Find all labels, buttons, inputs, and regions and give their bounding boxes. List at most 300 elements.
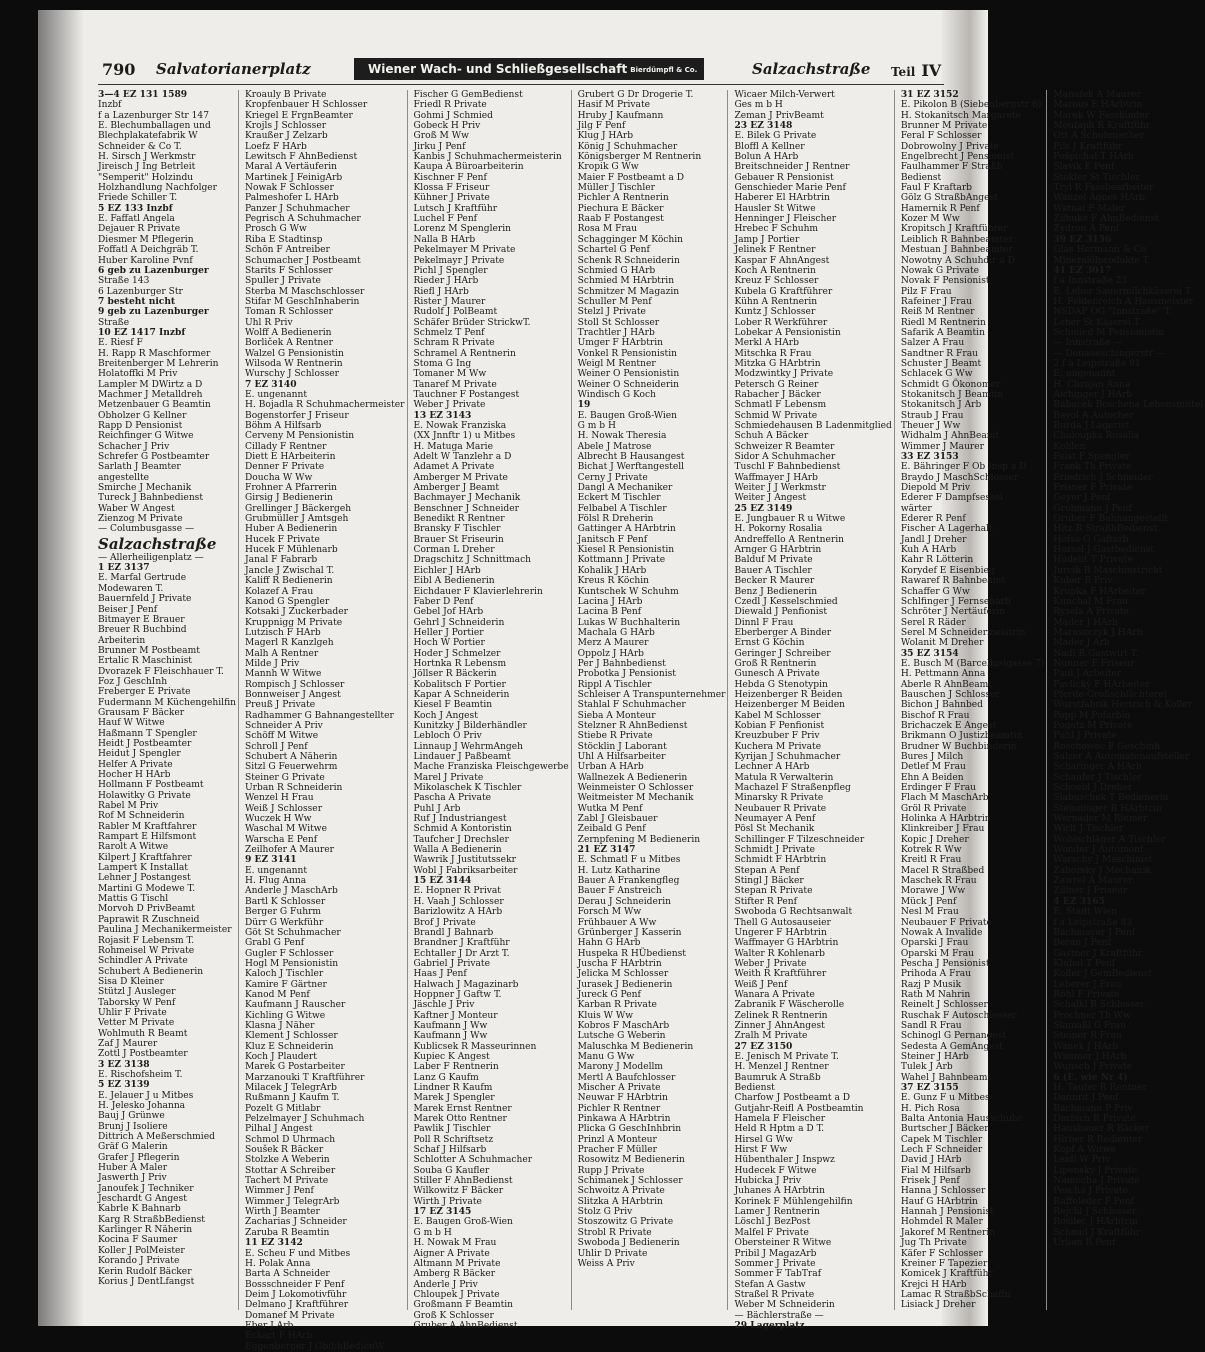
directory-entry: Eckart F HArb <box>245 1331 313 1342</box>
directory-entry: Jireisch J Ing Betrleit <box>98 162 196 173</box>
directory-entry: Jug Th Private <box>900 1238 967 1249</box>
directory-entry: Borliček A Rentner <box>245 338 333 349</box>
directory-entry: Bachmayer J Mechanik <box>413 493 521 504</box>
directory-entry: Wurschy J Schlosser <box>245 369 340 380</box>
directory-entry: Hanna J Schlosser <box>900 1186 986 1197</box>
directory-entry: Tuschl F Bahnbedienst <box>734 462 841 473</box>
directory-entry: f a Lazenburger Str 147 <box>98 110 210 121</box>
directory-entry: Eibl A Bedienerin <box>413 576 495 587</box>
directory-entry: Weiner O Schneiderin <box>577 379 679 390</box>
directory-entry: Schmid A Kontoristin <box>413 824 512 835</box>
directory-entry: Kozer M Ww <box>900 214 960 225</box>
directory-entry: Hübenthaler J Inspwz <box>734 1155 835 1166</box>
directory-entry: Pescha J Pensionist <box>900 958 990 969</box>
directory-entry: Gobeck H Priv <box>413 121 481 132</box>
directory-entry: Löschl J BezPost <box>734 1217 811 1228</box>
directory-entry: Lobekar A Pensionistin <box>734 327 841 338</box>
directory-entry: Groß M Ww <box>413 131 469 142</box>
directory-entry: Mader J Arb <box>1053 638 1110 649</box>
directory-entry: Smirche J Mechanik <box>98 483 192 494</box>
directory-entry: Modewaren T. <box>98 583 164 594</box>
directory-entry: Grabl G Penf <box>245 938 305 949</box>
directory-entry: Salzer A Automatenaufsteller <box>1053 752 1190 762</box>
directory-entry: Spuller J Private <box>245 276 321 287</box>
directory-entry: G m b H <box>577 421 616 431</box>
directory-entry: Wutka M Penf <box>577 803 643 814</box>
directory-entry: E. Jenisch M Private T. <box>734 1051 839 1062</box>
directory-entry: E. Gunz F u Mitbes <box>900 1093 990 1104</box>
directory-entry: H. Nowak Theresia <box>577 431 667 442</box>
directory-entry: Echtaller J Dr Arzt T. <box>413 948 510 959</box>
directory-entry: Bauschen J Schlosser <box>900 689 1000 700</box>
directory-entry: Korydef E Eisenbieg <box>900 565 995 576</box>
directory-entry: Waffmayer G HArbtrin <box>734 938 839 949</box>
directory-entry: Dvorazek F Fleischhauer T. <box>98 666 224 677</box>
directory-entry: Warscha E Penf <box>245 834 318 845</box>
directory-entry: Weiter J J Werkmstr <box>734 483 826 494</box>
directory-entry: Neubauer R Private <box>734 803 827 814</box>
directory-entry: Kühner J Private <box>413 193 490 204</box>
directory-entry: Walter R Kohlenarb <box>734 948 825 959</box>
directory-entry: Bischof R Frau <box>900 710 970 721</box>
directory-entry: Diewald J Penfionist <box>734 607 828 618</box>
directory-entry: Burtscher J Bäcker <box>900 1124 989 1135</box>
directory-entry: Lebloch O Priv <box>413 731 482 742</box>
directory-entry: Heidut J Spengler <box>98 749 181 760</box>
directory-entry: Nalla B HArb <box>413 234 476 245</box>
directory-entry: E. Jelauer J u Mitbes <box>98 1090 194 1101</box>
directory-entry: Stefan A Gastw <box>734 1279 806 1290</box>
directory-entry: Corman L Dreher <box>413 545 495 556</box>
directory-entry: Huber A Bedienerin <box>245 524 338 535</box>
directory-entry: Brikmann O Justizbeamtin <box>900 731 1023 742</box>
directory-entry: Walzel G Pensionistin <box>245 348 344 359</box>
directory-entry: Starits F Schlosser <box>245 265 333 276</box>
directory-entry: Koller J PolMeister <box>98 1245 185 1256</box>
directory-entry: Bartl K Schlosser <box>245 896 326 907</box>
directory-entry: Morvoh D PrivBeamt <box>98 904 195 915</box>
directory-entry: Weiß J Schlosser <box>245 803 323 814</box>
directory-entry: Nadl R Gastwirt T. <box>1053 648 1139 659</box>
directory-entry: Capek M Tischler <box>900 1134 983 1145</box>
directory-entry: Rawaref R Bahnbeamt <box>900 576 1005 587</box>
directory-entry: Schmied M HArbtrin <box>577 276 675 287</box>
directory-entry: Riba E Stadtinsp <box>245 234 323 245</box>
part-label: Teil <box>891 65 916 79</box>
directory-entry: Kublicsek R Masseurinnen <box>413 1041 537 1052</box>
directory-entry: Rabel M Priv <box>98 801 159 812</box>
directory-entry: Schmidt J Private <box>734 845 816 856</box>
directory-entry: Denner F Private <box>245 462 325 473</box>
directory-entry: Heizenberger R Beiden <box>734 689 843 700</box>
directory-entry: E. ungenannt <box>245 865 307 876</box>
directory-entry: "Semperit" Holzindu <box>98 172 194 183</box>
directory-entry: Schleiser A Transpunternehmer <box>577 689 726 700</box>
directory-entry: Rampart E Hilfsmont <box>98 832 197 843</box>
directory-entry: 39 EZ 3156 <box>1053 233 1112 245</box>
directory-entry: Magerl R Kanzlgeh <box>245 638 334 649</box>
directory-entry: Weinmeister O Schlosser <box>577 783 694 794</box>
directory-entry: Nowak A Invalide <box>900 927 983 938</box>
directory-entry: Kreitl R Frau <box>900 855 962 866</box>
directory-entry: H. Menzel J Rentner <box>734 1062 829 1073</box>
directory-entry: Stolz G Priv <box>577 1207 633 1218</box>
directory-entry: Kohlen <box>1053 441 1086 452</box>
directory-entry: H. Rapp R Maschformer <box>98 348 211 359</box>
right-running-title: Salzachstraße <box>752 60 871 78</box>
directory-entry: Thell G Autosauseier <box>734 917 831 928</box>
directory-entry: Martini G Modewe T. <box>98 883 196 894</box>
directory-entry: Holzhandlung Nachfolger <box>98 183 218 194</box>
directory-entry: Rath M Nahrin <box>900 989 971 1000</box>
directory-entry: Breitschneider J Rentner <box>734 162 850 173</box>
directory-entry: Loefz F HArb <box>245 141 307 152</box>
directory-entry: Swoboda J Bedienerin <box>577 1238 680 1249</box>
directory-entry: Rußmann J Kaufm T. <box>245 1093 340 1104</box>
directory-entry: Karban R Private <box>577 1000 657 1011</box>
directory-entry: Kaufmann J Ww <box>413 1031 488 1042</box>
directory-entry: Jöllser R Bäckerin <box>413 669 497 680</box>
directory-entry: Frisner F Private <box>1053 483 1133 494</box>
directory-entry: Serel M Schneidermeistrin <box>900 627 1026 638</box>
directory-entry: Becker R Maurer <box>734 576 815 587</box>
directory-entry: Kuchera M Private <box>734 741 822 752</box>
directory-entry: Tomaner M Ww <box>413 369 487 380</box>
directory-entry: Eggenberger J GbibhBedienW <box>245 1341 385 1352</box>
directory-entry: Amberger M Private <box>413 472 508 483</box>
directory-entry: Wohlschläger A Tischler <box>1053 834 1166 845</box>
directory-entry: Vonkel R Pensionistin <box>577 348 677 359</box>
directory-entry: Obersteiner R Witwe <box>734 1238 832 1249</box>
directory-entry: Zawrel A Maurer <box>1053 876 1133 887</box>
directory-entry: Braydo J MaschSchlosser <box>900 472 1019 483</box>
directory-entry: Krupka F HArbeiter <box>1053 586 1146 597</box>
directory-entry: Zottl J Postbeamter <box>98 1049 188 1060</box>
directory-entry: Wawrik J Justitutssekr <box>413 855 516 866</box>
directory-entry: Balta Antonia Hausschuhe <box>900 1114 1024 1125</box>
directory-entry: Watnai F Maler <box>1053 203 1125 214</box>
directory-entry: Hucek F Mühlenarb <box>245 545 338 556</box>
directory-entry: Kichling G Witwe <box>245 1010 326 1021</box>
directory-entry: Kahr R Lötterin <box>900 555 974 566</box>
directory-entry: Geyer J Penf <box>1053 493 1111 504</box>
directory-entry: Derbich R Private <box>1053 1114 1136 1125</box>
directory-entry: Koch J Angest <box>413 710 478 721</box>
directory-entry: Lacina B Penf <box>577 607 642 618</box>
directory-entry: Klement J Schlosser <box>245 1031 338 1042</box>
directory-entry: Oppolz J HArb <box>577 648 644 659</box>
directory-entry: Leidl W Priv <box>1053 1155 1111 1166</box>
directory-entry: Stoll St Schlosser <box>577 317 660 328</box>
directory-entry: Reichfinger G Witwe <box>98 431 194 442</box>
directory-entry: Schoebl J Dreher <box>1053 783 1133 794</box>
directory-entry: Weber J Private <box>734 958 807 969</box>
directory-entry: Mitzka G HArbtrin <box>734 358 821 369</box>
directory-entry: Raffeleder F Penf <box>1053 1196 1134 1207</box>
directory-entry: Weiner O Pensionistin <box>577 369 680 380</box>
directory-entry: f a Innstraße 23 <box>1053 276 1128 287</box>
banner-subtext: Bierdümpfl & Co. <box>630 65 698 74</box>
directory-entry: Lisiack J Dreher <box>900 1300 976 1311</box>
directory-entry: Schmid W Private <box>734 410 818 421</box>
directory-entry: Jurasek J Bedienerin <box>577 979 673 990</box>
directory-entry: Bransky F Tischler <box>413 524 501 535</box>
directory-entry: Rosa M Frau <box>577 224 638 235</box>
directory-entry: Schramel A Rentnerin <box>413 348 516 359</box>
directory-entry: Pelzelmayer J Schuhmach <box>245 1114 365 1125</box>
directory-entry: Wanzel Agnes HArb <box>1053 193 1146 204</box>
directory-entry: 6 Lazenburger Str <box>98 286 183 297</box>
column-2 <box>245 90 407 1352</box>
directory-entry: Schmied G HArb <box>577 265 656 276</box>
directory-entry: Zabl J Gleisbauer <box>577 814 658 825</box>
directory-entry: Popp M Pofarbin <box>1053 710 1131 721</box>
directory-entry: Rabacher J Bäcker <box>734 389 821 400</box>
directory-entry: Kabrle K Bahnarb <box>98 1204 181 1215</box>
directory-entry: Hoppner J Gaftw T. <box>413 989 502 1000</box>
directory-entry: Schillinger F Tilzeschneider <box>734 834 865 845</box>
column-1 <box>98 90 239 1310</box>
directory-entry: Wallnezek A Bedienerin <box>577 772 688 783</box>
directory-entry: E. Blechumballagen und <box>98 121 211 132</box>
directory-entry: Kottmann J Private <box>577 555 666 566</box>
directory-entry: Wirth J Private <box>413 1196 482 1207</box>
directory-entry: Riefl J HArb <box>413 286 469 297</box>
directory-entry: Hausler St Witwe <box>734 203 816 214</box>
directory-entry: Marek Ernst Rentner <box>413 1103 512 1114</box>
directory-entry: Stelzner R AhnBedienst <box>577 720 688 731</box>
directory-entry: Schubert A Näherin <box>245 752 338 762</box>
directory-entry: Gebauer R Pensionist <box>734 172 834 183</box>
directory-entry: Kreuz F Schlosser <box>734 276 819 287</box>
directory-entry: Merz A Maurer <box>577 638 649 649</box>
directory-entry: Uhl A Hilfsarbeiter <box>577 752 666 762</box>
directory-entry: Lutsch J Kraftführ <box>413 203 498 214</box>
directory-entry: Gutjahr-Reifl A Postbeamtin <box>734 1103 864 1114</box>
directory-entry: Holinka A HArbtrin <box>900 814 991 825</box>
directory-entry: Zienzog M Private <box>98 514 183 525</box>
directory-entry: Wilkowitz F Bäcker <box>413 1186 504 1197</box>
directory-entry: Marzanouki T Kraftführer <box>245 1072 365 1083</box>
directory-entry: Dejauer R Private <box>98 224 181 235</box>
directory-entry: Schöff M Witwe <box>245 731 319 742</box>
directory-entry: Palmeshofer L HArb <box>245 193 339 204</box>
directory-entry: Urban R Schneiderin <box>245 783 343 794</box>
directory-entry: Laber F Rentnerin <box>413 1062 499 1073</box>
directory-entry: H. Pich Rosa <box>900 1103 960 1114</box>
directory-entry: Oparski M Frau <box>900 948 975 959</box>
directory-entry: 9 geb zu Lazenburger <box>98 306 209 318</box>
directory-entry: Gebel Jof HArb <box>413 607 484 618</box>
directory-entry: Hubicka J Priv <box>734 1176 801 1187</box>
directory-entry: H. Bojadla R Schuhmachermeister <box>245 400 405 411</box>
column-3 <box>413 90 572 1331</box>
directory-entry: Engelbrecht J Pensionist <box>900 152 1015 163</box>
directory-entry: Malfel F Private <box>734 1227 809 1238</box>
column-7 <box>1053 90 1205 1310</box>
directory-entry: Wanara A Private <box>734 989 815 1000</box>
directory-entry: H. Flug Anna <box>245 876 307 887</box>
directory-entry: Klinkreiber J Frau <box>900 824 985 835</box>
directory-entry: Hucek F Private <box>245 534 320 545</box>
directory-entry: Slamaßl G Frau <box>1053 1020 1126 1031</box>
directory-entry: Schaufer J Tischler <box>1053 772 1142 783</box>
directory-entry: Wolff A Bedienerin <box>245 327 332 338</box>
directory-entry: Wolanit M Dreher <box>900 638 984 649</box>
directory-entry: Holatoffki M Priv <box>98 369 178 380</box>
directory-entry: H. Lutz Katharine <box>577 865 661 876</box>
directory-entry: Strobl R Private <box>577 1227 652 1238</box>
directory-entry: Leher St Käserei T. <box>1053 317 1142 328</box>
directory-entry: Pilz F Frau <box>900 286 952 297</box>
directory-entry: Kerin Rudolf Bäcker <box>98 1266 192 1277</box>
directory-entry: Cerveny M Pensionistin <box>245 431 355 442</box>
directory-entry: Huber Karoline Pvnf <box>98 255 193 266</box>
directory-entry: Prihoda A Frau <box>900 969 972 980</box>
directory-entry: Karlinger R Näherin <box>98 1225 193 1236</box>
directory-entry: Puhl J Private <box>1053 731 1117 742</box>
directory-entry: Haberer El HArbtrin <box>734 193 830 204</box>
directory-entry: Kluis W Ww <box>577 1010 634 1021</box>
directory-entry: Stahlal F Schuhmacher <box>577 700 686 711</box>
directory-entry: Kobros F MaschArb <box>577 1020 670 1031</box>
directory-entry: Scharinger A HArb <box>1053 762 1142 773</box>
directory-entry: Kohalik J HArb <box>577 565 647 576</box>
directory-entry: Weiter J Angest <box>734 493 807 504</box>
directory-entry: Ehn A Beiden <box>900 772 964 783</box>
directory-entry: Schimanek J Schlosser <box>577 1176 683 1187</box>
directory-entry: Kaliff R Bedienerin <box>245 576 333 587</box>
directory-entry: Swoboda G Rechtsanwalt <box>734 907 853 918</box>
directory-entry: Kropfenbauer H Schlosser <box>245 100 368 111</box>
directory-entry: Faul F Kraftarb <box>900 183 972 194</box>
directory-entry: Manu G Ww <box>577 1051 635 1062</box>
directory-entry: Schlacek G Ww <box>900 369 973 380</box>
directory-entry: 41 EZ 3017 <box>1053 264 1112 276</box>
directory-entry: Bures J Milch <box>900 752 964 762</box>
directory-entry: Brichaczek E Angest <box>900 720 997 731</box>
directory-entry: Machala G HArb <box>577 627 655 638</box>
directory-entry: Kaspar F AhnAngest <box>734 255 830 266</box>
directory-entry: Schmidt G Ökonomer <box>900 379 1001 390</box>
directory-entry: Breitenberger M Lehrerin <box>98 358 219 369</box>
directory-entry: Lorenz M Spenglerin <box>413 224 511 235</box>
directory-entry: Rieder J HArb <box>413 276 479 287</box>
directory-entry: Derau J Schneiderin <box>577 896 671 907</box>
directory-entry: Weiß J Penf <box>734 979 788 990</box>
directory-entry: Weith R Kraftführer <box>734 969 827 980</box>
directory-entry: 2 f a Leipstraße 81 <box>1053 358 1141 369</box>
directory-entry: Fölsl R Dreherin <box>577 514 654 525</box>
directory-entry: Juhanes A HArbtrin <box>734 1186 825 1197</box>
directory-entry: Andreffello A Rentnerin <box>734 534 845 545</box>
directory-entry: Merkl A HArb <box>734 338 799 349</box>
directory-entry: Deim J Lokomotivführ <box>245 1289 347 1300</box>
directory-entry: Sitzl G Feuerwehrm <box>245 762 338 773</box>
directory-entry: Hortnka R Lebensm <box>413 658 507 669</box>
directory-entry: Zydron A Penf <box>1053 224 1120 235</box>
directory-entry: Straße <box>98 317 130 328</box>
directory-entry: Kamire F Gärtner <box>245 979 327 990</box>
directory-entry: Bauj J Grünwe <box>98 1111 165 1122</box>
directory-entry: Haas J Penf <box>413 969 467 980</box>
directory-entry: 11 EZ 3142 <box>245 1237 303 1249</box>
directory-entry: Nunner F Friseur <box>1053 658 1135 669</box>
directory-entry: Gröl R Private <box>900 803 967 814</box>
directory-entry: Brauer St Friseurin <box>413 534 504 545</box>
directory-entry: E. Rischofsheim T. <box>98 1069 183 1080</box>
directory-entry: Pavlický F HArbeiter <box>1053 679 1150 690</box>
directory-entry: Pascha A Private <box>413 793 491 804</box>
directory-entry: Schuster J Beamt <box>900 358 982 369</box>
directory-entry: Zralh M Private <box>734 1031 808 1042</box>
directory-entry: Stöcklin J Laborant <box>577 741 667 752</box>
directory-entry: Stokanitsch J Arb <box>900 400 982 411</box>
directory-entry: Groß R Rentnerin <box>734 658 817 669</box>
directory-entry: Grubert G Dr Drogerie T. <box>577 90 694 100</box>
directory-entry: Salzachstraße <box>98 534 217 553</box>
directory-entry: Serel R Räder <box>900 617 966 628</box>
directory-entry: Kraußer J Zelzarb <box>245 131 328 142</box>
directory-entry: Kopf A Witwe <box>1053 1145 1116 1156</box>
directory-entry: Panzer J Schuhmacher <box>245 203 350 214</box>
directory-entry: Schuller M Penf <box>577 296 652 307</box>
directory-entry: Krejci H HArb <box>900 1279 967 1290</box>
directory-entry: E. Baugen Groß-Wien <box>413 1217 513 1228</box>
directory-entry: Hofsa G Gaftarb <box>1053 534 1129 545</box>
directory-entry: Bedienst <box>900 172 942 183</box>
directory-entry: — Bächlerstraße — <box>734 1310 824 1321</box>
directory-entry: Wenzel H Frau <box>245 793 314 804</box>
directory-entry: Urban R Penf <box>1053 1238 1116 1249</box>
directory-entry: Reiß M Rentner <box>900 307 975 318</box>
directory-entry: Minarsky R Private <box>734 793 824 804</box>
directory-entry: Bossschneider F Penf <box>245 1279 345 1290</box>
directory-entry: 27 EZ 3150 <box>734 1040 793 1052</box>
directory-entry: Schneider A Priv <box>245 720 323 731</box>
directory-entry: Malh A Rentner <box>245 648 319 659</box>
directory-entry: Charfow J Postbeamt a D <box>734 1093 851 1104</box>
directory-entry: Böhm A Hilfsarb <box>245 421 322 431</box>
directory-entry: E. Busch M (Barcelluslgasse 7) <box>900 658 1045 669</box>
directory-entry: Brandl J Bahnarb <box>413 927 494 938</box>
directory-entry: Jeschardt G Angest <box>98 1194 187 1205</box>
directory-entry: Anderle J Priv <box>413 1279 478 1290</box>
directory-entry: Bolun A HArb <box>734 152 799 163</box>
directory-entry: Schneider & Co T. <box>98 141 182 152</box>
directory-entry: Weber M Schneiderin <box>734 1300 835 1311</box>
directory-entry: Wurstfabrik Hertrich & Koller <box>1053 700 1193 711</box>
directory-entry: Burda J Lagerist <box>1053 421 1130 431</box>
directory-entry: Trachtler J HArb <box>577 327 655 338</box>
directory-entry: Jilg F Penf <box>577 121 626 132</box>
directory-entry: Slavik E Penf <box>1053 162 1115 173</box>
banner-text: Wiener Wach- und Schließgesellschaft <box>368 62 628 76</box>
directory-entry: Forsch M Ww <box>577 907 642 918</box>
directory-entry: Taborsky W Penf <box>98 997 176 1008</box>
directory-entry: Gehrl J Schneiderin <box>413 617 505 628</box>
directory-entry: E. Riesf F <box>98 338 143 349</box>
directory-entry: Rohmeisel W Private <box>98 945 195 956</box>
directory-entry: Machmer J Metalldreh <box>98 389 203 400</box>
directory-entry: Grausam F Bäcker <box>98 707 185 718</box>
directory-entry: Windisch G Koch <box>577 389 656 400</box>
directory-entry: Faulhammer F Straßb <box>900 162 1003 173</box>
directory-entry: Beran J Penf <box>1053 938 1111 949</box>
directory-entry: Rister J Maurer <box>413 296 486 307</box>
directory-entry: Bonnweiser J Angest <box>245 689 341 700</box>
directory-entry: Kobalitsch F Portier <box>413 679 506 690</box>
